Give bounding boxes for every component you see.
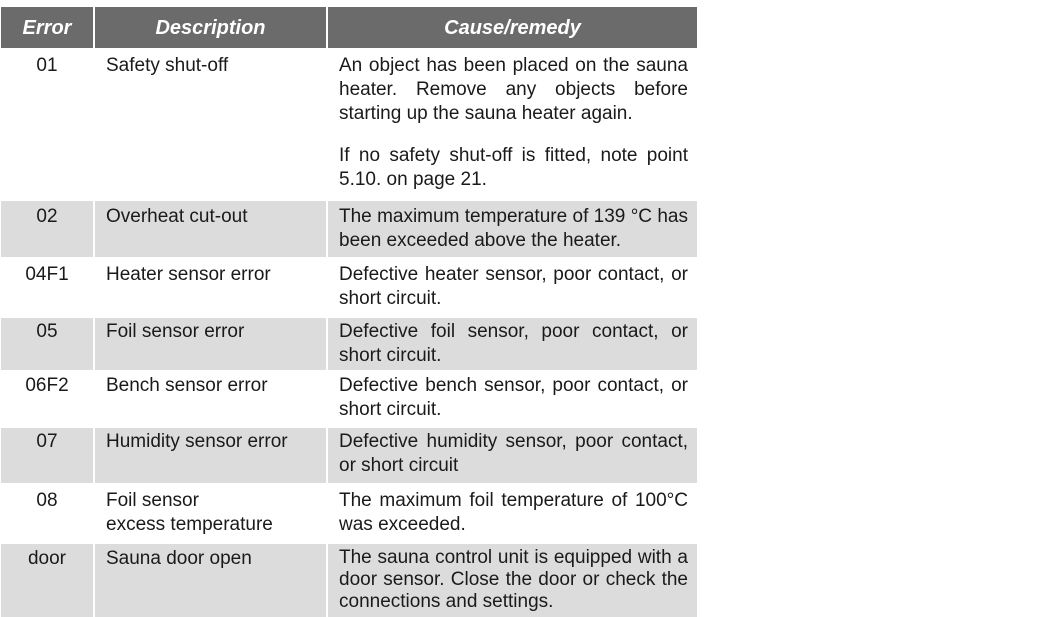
- error-code-table: [1, 7, 697, 617]
- cause-remedy: [327, 543, 697, 617]
- description-line: Bench sensor error: [106, 375, 268, 396]
- error-description: [94, 484, 327, 543]
- description-line: Humidity sensor error: [106, 431, 288, 452]
- table-row: [1, 427, 697, 484]
- error-description: [94, 427, 327, 484]
- error-code: 07: [1, 427, 94, 484]
- error-description: [94, 258, 327, 317]
- error-code: door: [1, 543, 94, 617]
- cause-paragraph: Defective foil sensor, poor contact, or short circuit.: [339, 321, 688, 366]
- table-row: [1, 258, 697, 317]
- table-row: [1, 543, 697, 617]
- cause-paragraph: Defective heater sensor, poor contact, or short circuit.: [339, 264, 688, 309]
- table-row: [1, 200, 697, 258]
- description-line: Sauna door open: [106, 548, 252, 569]
- cause-remedy: [327, 49, 697, 200]
- table-row: [1, 484, 697, 543]
- error-description: [94, 200, 327, 258]
- description-line: Foil sensor error: [106, 321, 245, 342]
- cause-remedy: [327, 200, 697, 258]
- header-cause-remedy: Cause/remedy: [327, 7, 697, 49]
- error-code: 02: [1, 200, 94, 258]
- table-row: [1, 317, 697, 371]
- error-description: [94, 543, 327, 617]
- cause-remedy: [327, 427, 697, 484]
- cause-paragraph: The sauna control unit is equipped with a door sensor. Close the door or check the connections and settings.: [339, 547, 688, 612]
- header-error: Error: [1, 7, 94, 49]
- error-code: 06F2: [25, 375, 69, 396]
- description-line: excess temperature: [106, 514, 273, 535]
- header-description: Description: [94, 7, 327, 49]
- error-description: [94, 49, 327, 200]
- cause-paragraph: An object has been placed on the sauna heater. Remove any objects before starting up the sauna heater again.: [339, 55, 688, 124]
- cause-paragraph: If no safety shut-off is fitted, note point 5.10. on page 21.: [339, 145, 688, 190]
- cause-remedy: [327, 317, 697, 371]
- cause-paragraph: The maximum foil temperature of 100°C was exceeded.: [339, 490, 688, 535]
- description-line: Safety shut-off: [106, 55, 229, 76]
- cause-remedy: [327, 484, 697, 543]
- cause-paragraph: Defective humidity sensor, poor contact, or short circuit: [339, 431, 688, 476]
- description-line: Heater sensor error: [106, 264, 271, 285]
- table-header-row: [1, 7, 697, 49]
- error-description: [94, 317, 327, 371]
- error-code: 01: [36, 55, 58, 76]
- error-description: [94, 371, 327, 427]
- cause-remedy: [327, 258, 697, 317]
- description-line: Overheat cut-out: [106, 206, 248, 227]
- table-row: [1, 49, 697, 200]
- cause-paragraph: Defective bench sensor, poor contact, or short circuit.: [339, 375, 688, 420]
- table-row: [1, 371, 697, 427]
- error-code: 08: [36, 490, 58, 511]
- cause-remedy: [327, 371, 697, 427]
- cause-paragraph: The maximum temperature of 139 °C has been exceeded above the heater.: [339, 206, 688, 251]
- description-line: Foil sensor: [106, 490, 199, 511]
- error-code: 05: [1, 317, 94, 371]
- error-code: 04F1: [25, 264, 69, 285]
